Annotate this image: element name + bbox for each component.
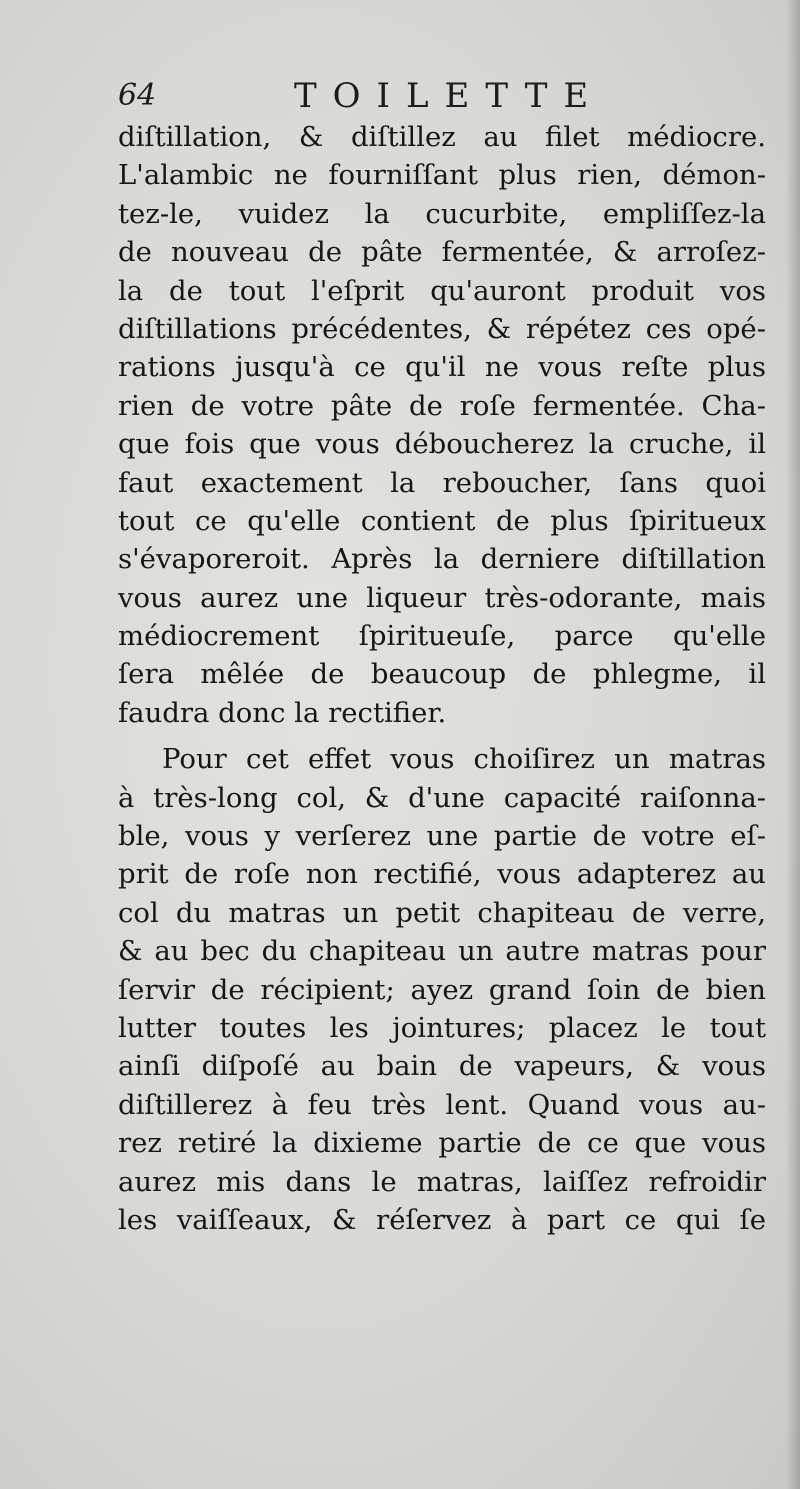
text-line: de nouveau de pâte fermentée, & arroſez- bbox=[118, 236, 766, 269]
text-line: aurez mis dans le matras, laiſſez refroidir bbox=[118, 1165, 766, 1198]
text-line: diſtillerez à feu très lent. Quand vous au- bbox=[118, 1088, 766, 1121]
text-line: ſera mêlée de beaucoup de phlegme, il bbox=[118, 658, 766, 691]
text-line: ainſi diſpoſé au bain de vapeurs, & vous bbox=[118, 1050, 766, 1083]
text-line: les vaiſſeaux, & réſervez à part ce qui ſe bbox=[118, 1203, 766, 1236]
text-line: rien de votre pâte de roſe fermentée. Cha- bbox=[118, 389, 766, 422]
text-line: médiocrement ſpiritueuſe, parce qu'elle bbox=[118, 620, 766, 653]
text-line: col du matras un petit chapiteau de verre, bbox=[118, 896, 766, 929]
text-line: Pour cet effet vous choiſirez un matras bbox=[162, 743, 766, 776]
text-line: diſtillations précédentes, & répétez ces opé- bbox=[118, 312, 766, 345]
text-line: tout ce qu'elle contient de plus ſpiritueux bbox=[118, 504, 766, 537]
text-line: la de tout l'eſprit qu'auront produit vos bbox=[118, 274, 766, 307]
text-line: rez retiré la dixieme partie de ce que vous bbox=[118, 1127, 766, 1160]
text-line: s'évaporeroit. Après la derniere diſtillation bbox=[118, 543, 766, 576]
text-line: rations jusqu'à ce qu'il ne vous reſte plus bbox=[118, 351, 766, 384]
text-line: faut exactement la reboucher, ſans quoi bbox=[118, 466, 766, 499]
text-line: faudra donc la rectifier. bbox=[118, 696, 447, 729]
text-line: à très-long col, & d'une capacité raiſonna- bbox=[118, 781, 766, 814]
text-line: tez-le, vuidez la cucurbite, empliſſez-la bbox=[118, 197, 766, 230]
text-line: L'alambic ne fourniſſant plus rien, démon- bbox=[118, 159, 766, 192]
text-line: & au bec du chapiteau un autre matras pour bbox=[118, 935, 766, 968]
text-line: que fois que vous déboucherez la cruche, il bbox=[118, 428, 766, 461]
text-line: prit de roſe non rectifié, vous adapterez au bbox=[118, 858, 766, 891]
body-text bbox=[118, 118, 766, 1239]
text-line: ſervir de récipient; ayez grand ſoin de bien bbox=[118, 973, 766, 1006]
text-line: diſtillation, & diſtillez au filet médiocre. bbox=[118, 121, 766, 153]
running-title: TOILETTE bbox=[294, 76, 605, 116]
text-line: vous aurez une liqueur très-odorante, mais bbox=[118, 581, 766, 614]
page-header bbox=[118, 70, 638, 120]
paragraph bbox=[118, 118, 766, 732]
paragraph bbox=[118, 740, 766, 1239]
page-number: 64 bbox=[118, 78, 157, 113]
text-line: lutter toutes les jointures; placez le tout bbox=[118, 1011, 766, 1044]
page-edge-shadow bbox=[786, 0, 800, 1489]
paragraph-gap bbox=[118, 732, 766, 740]
text-line: ble, vous y verſerez une partie de votre eſ- bbox=[118, 820, 766, 853]
